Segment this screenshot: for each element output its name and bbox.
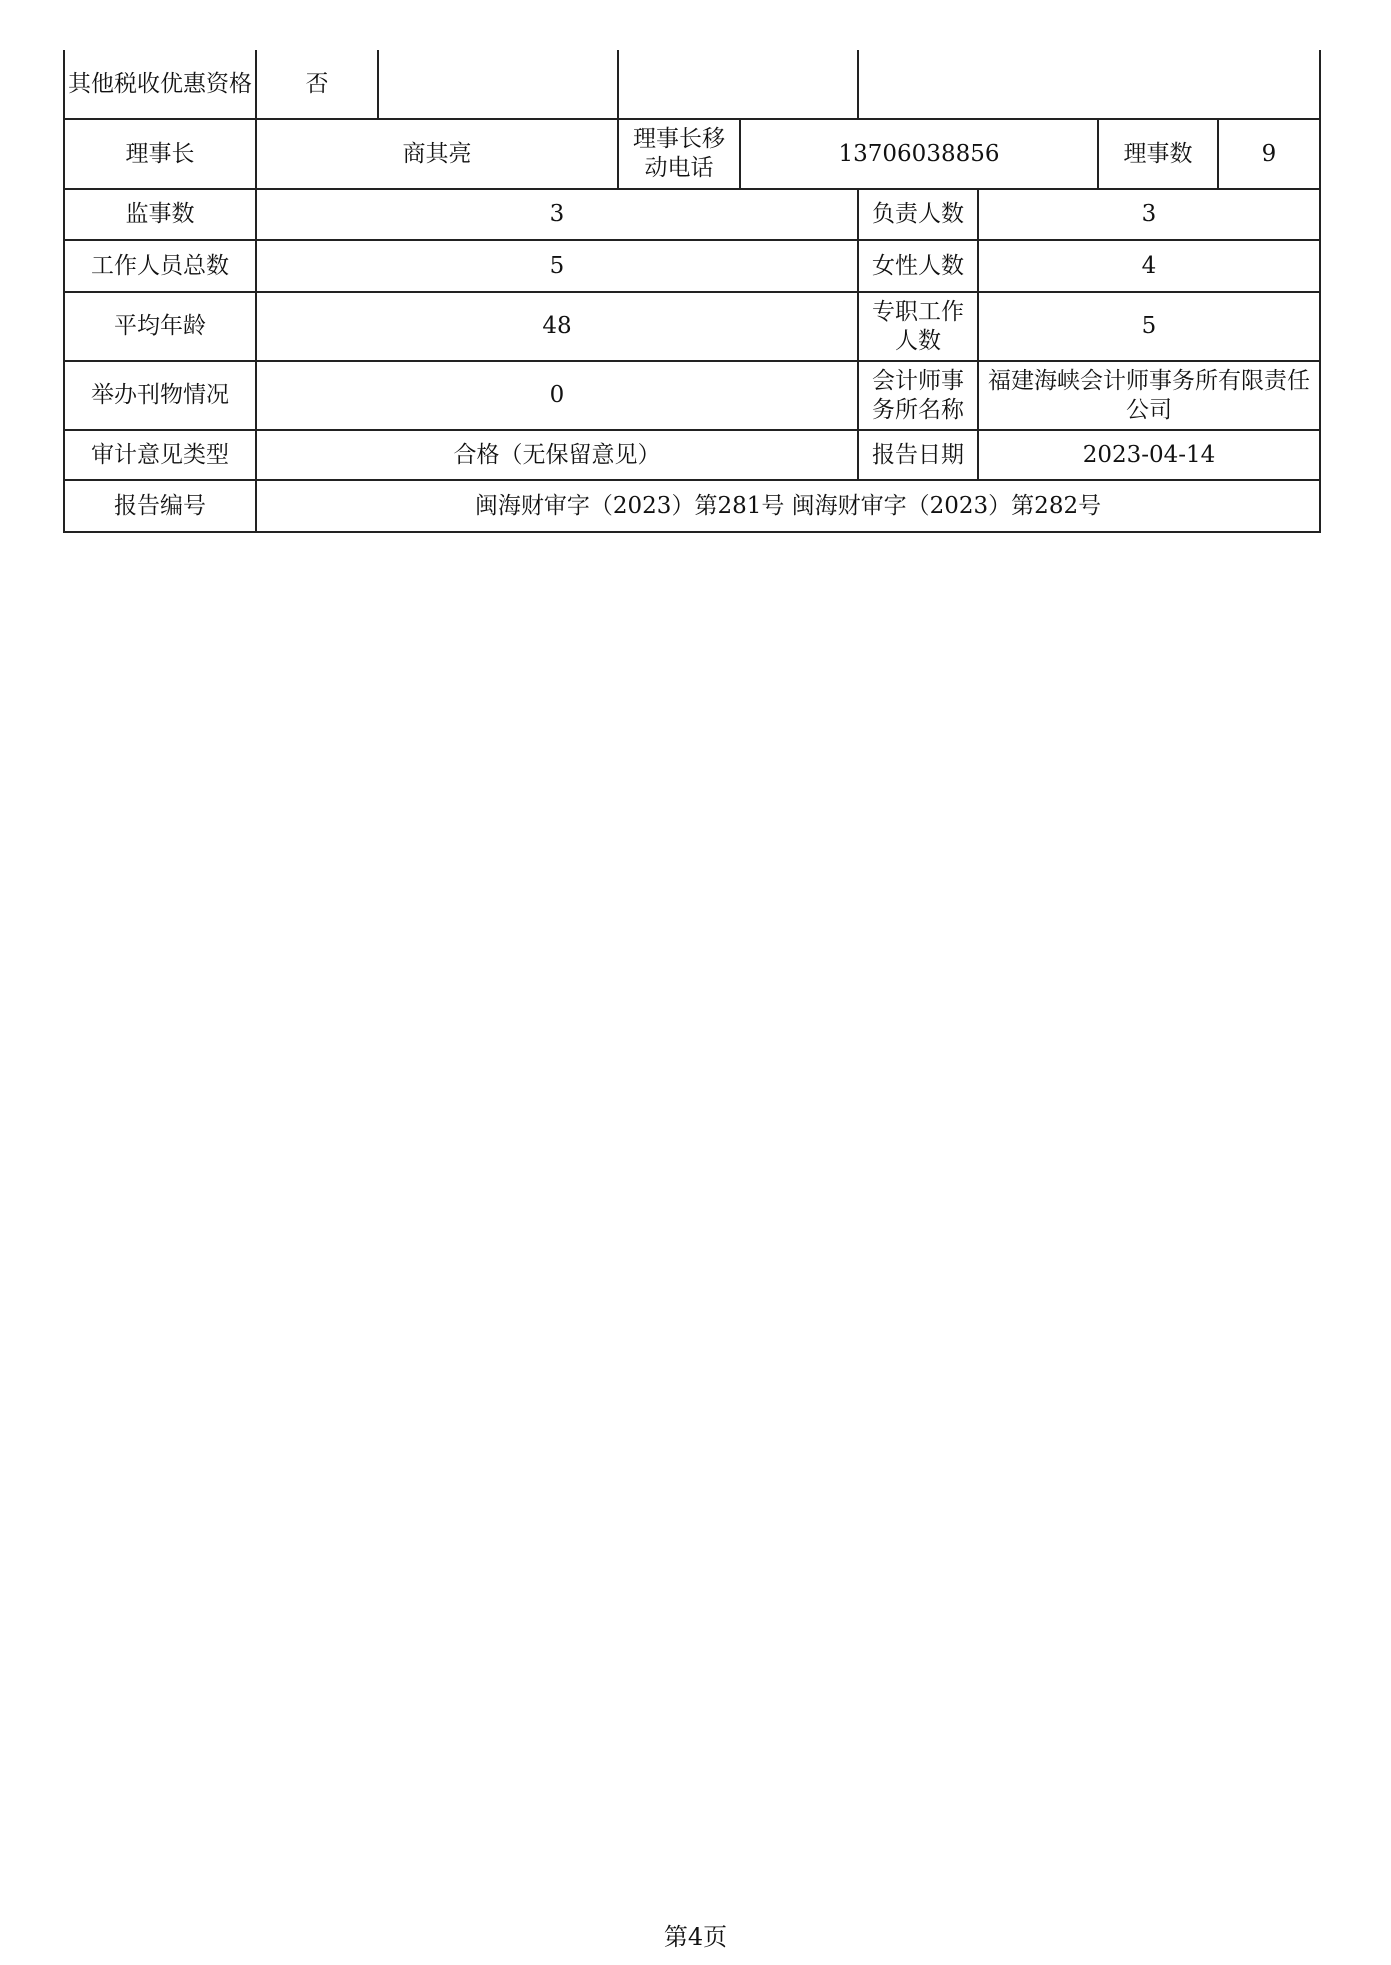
leaders-value-cell — [979, 190, 1319, 241]
directors-label: 理事数 — [1123, 140, 1193, 167]
audit-opinion-value-cell — [257, 431, 859, 481]
empty-cell — [619, 50, 859, 120]
average-age-label-cell — [65, 293, 257, 362]
staff-value-cell — [257, 241, 859, 293]
report-date-value-cell — [979, 431, 1319, 481]
publication-label: 举办刊物情况 — [91, 382, 229, 408]
average-age-label: 平均年龄 — [114, 313, 206, 339]
supervisors-value: 3 — [549, 201, 565, 227]
empty-cell — [379, 50, 619, 120]
staff-label-cell — [65, 241, 257, 293]
directors-value-cell — [1219, 120, 1319, 190]
tax-preference-label: 其他税收优惠资格 — [68, 70, 252, 97]
page-number: 第4页 — [663, 1923, 728, 1951]
staff-value: 5 — [549, 252, 565, 279]
report-number-label-cell — [65, 481, 257, 531]
chairman-label: 理事长 — [125, 140, 195, 167]
supervisors-label: 监事数 — [125, 201, 195, 227]
empty-cell — [859, 50, 1319, 120]
chairman-value-cell — [257, 120, 619, 190]
directors-value: 9 — [1261, 140, 1277, 167]
tax-preference-value: 否 — [305, 70, 329, 97]
staff-label: 工作人员总数 — [91, 252, 229, 279]
fulltime-value-cell — [979, 293, 1319, 362]
female-value-cell — [979, 241, 1319, 293]
chairman-label-cell — [65, 120, 257, 190]
accounting-firm-label-cell — [859, 362, 979, 431]
chairman-mobile-value-cell — [741, 120, 1099, 190]
accounting-firm-value-cell — [979, 362, 1319, 431]
accounting-firm-label: 会计师事务所名称 — [872, 367, 964, 423]
directors-label-cell — [1099, 120, 1219, 190]
female-label: 女性人数 — [872, 252, 964, 279]
publication-value: 0 — [549, 382, 565, 408]
fulltime-value: 5 — [1141, 313, 1157, 339]
publication-value-cell — [257, 362, 859, 431]
report-number-value: 闽海财审字（2023）第281号 闽海财审字（2023）第282号 — [474, 492, 1102, 519]
audit-opinion-value: 合格（无保留意见） — [453, 441, 661, 468]
fulltime-label-cell — [859, 293, 979, 362]
chairman-mobile-label-cell — [619, 120, 741, 190]
chairman-value: 商其亮 — [402, 140, 472, 167]
fulltime-label: 专职工作人数 — [872, 298, 964, 354]
report-date-label-cell — [859, 431, 979, 481]
leaders-value: 3 — [1141, 201, 1157, 227]
info-table — [63, 50, 1321, 533]
audit-opinion-label-cell — [65, 431, 257, 481]
audit-opinion-label: 审计意见类型 — [91, 441, 229, 468]
tax-preference-label-cell — [65, 50, 257, 120]
report-date-label: 报告日期 — [872, 441, 964, 468]
report-number-value-cell — [257, 481, 1319, 531]
leaders-label: 负责人数 — [872, 201, 964, 227]
female-value: 4 — [1141, 252, 1157, 279]
leaders-label-cell — [859, 190, 979, 241]
report-number-label: 报告编号 — [114, 492, 206, 519]
chairman-mobile-value: 13706038856 — [838, 140, 1000, 167]
average-age-value: 48 — [542, 313, 572, 339]
tax-preference-value-cell — [257, 50, 379, 120]
average-age-value-cell — [257, 293, 859, 362]
chairman-mobile-label: 理事长移动电话 — [633, 126, 725, 181]
publication-label-cell — [65, 362, 257, 431]
report-date-value: 2023-04-14 — [1082, 441, 1216, 468]
supervisors-value-cell — [257, 190, 859, 241]
female-label-cell — [859, 241, 979, 293]
supervisors-label-cell — [65, 190, 257, 241]
accounting-firm-value: 福建海峡会计师事务所有限责任公司 — [988, 367, 1310, 423]
